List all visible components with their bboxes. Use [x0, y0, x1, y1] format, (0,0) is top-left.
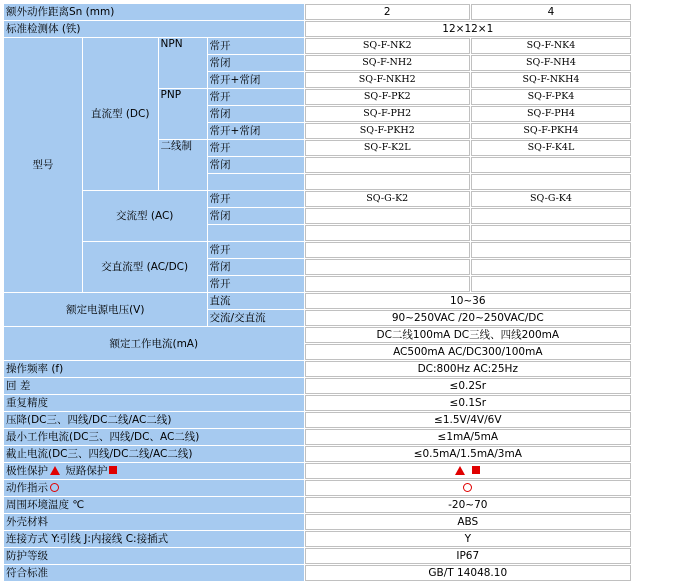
- row-ip: [4, 548, 631, 564]
- rep-label: 重复精度: [4, 395, 304, 411]
- row-hys: [4, 378, 631, 394]
- connection-label: 连接方式 Y:引线 J:内接线 C:接插式: [4, 531, 304, 547]
- target-label: 标准检测体 (铁): [4, 21, 304, 37]
- voltage-dc-value: 10~36: [305, 293, 631, 309]
- ac-nc-2: [305, 208, 470, 224]
- voltage-label: 额定电源电压(V): [4, 293, 207, 326]
- acdc-nonc-4: [471, 276, 631, 292]
- row-npn-no: [4, 38, 631, 54]
- two-blank-4: [471, 174, 631, 190]
- short-label: 短路保护: [65, 465, 108, 477]
- acdc-nonc-2: [305, 276, 470, 292]
- rep-value: ≤0.1Sr: [305, 395, 631, 411]
- two-nc-label: 常闭: [208, 157, 304, 173]
- two-blank-2: [305, 174, 470, 190]
- current-line-2: AC500mA AC/DC300/100mA: [305, 344, 631, 360]
- circle-icon: [463, 483, 472, 492]
- ac-blank-2: [305, 225, 470, 241]
- two-nc-4: [471, 157, 631, 173]
- pnp-nonc-2: SQ-F-PKH2: [305, 123, 470, 139]
- pnp-label: PNP: [159, 89, 207, 139]
- polarity-label: 极性保护: [6, 465, 48, 477]
- size-2: 2: [305, 4, 470, 20]
- ac-nc-label: 常闭: [208, 208, 304, 224]
- acdc-nc-label: 常闭: [208, 259, 304, 275]
- two-blank-label: [208, 174, 304, 190]
- pnp-nc-label: 常闭: [208, 106, 304, 122]
- pnp-no-4: SQ-F-PK4: [471, 89, 631, 105]
- hys-value: ≤0.2Sr: [305, 378, 631, 394]
- row-target: [4, 21, 631, 37]
- ac-blank-4: [471, 225, 631, 241]
- pnp-nc-4: SQ-F-PH4: [471, 106, 631, 122]
- row-indicator: [4, 480, 631, 496]
- temp-value: -20~70: [305, 497, 631, 513]
- acdc-nc-4: [471, 259, 631, 275]
- row-connection: [4, 531, 631, 547]
- row-drop: [4, 412, 631, 428]
- npn-label: NPN: [159, 38, 207, 88]
- connection-value: Y: [305, 531, 631, 547]
- npn-no-label: 常开: [208, 38, 304, 54]
- ac-blank-label: [208, 225, 304, 241]
- indicator-text: 动作指示: [6, 482, 48, 494]
- material-value: ABS: [305, 514, 631, 530]
- two-nc-2: [305, 157, 470, 173]
- square-icon: [109, 466, 117, 474]
- circle-icon: [50, 483, 59, 492]
- indicator-value: [305, 480, 631, 496]
- row-ac-no: [4, 191, 631, 207]
- protection-value: [305, 463, 631, 479]
- model-label: 型号: [4, 38, 82, 292]
- row-rep: [4, 395, 631, 411]
- row-standard: [4, 565, 631, 581]
- distance-label: 额外动作距离Sn (mm): [4, 4, 304, 20]
- two-wire-label: 二线制: [159, 140, 207, 190]
- voltage-dc-label: 直流: [208, 293, 304, 309]
- triangle-icon: [50, 466, 60, 475]
- indicator-label: [4, 480, 304, 496]
- triangle-icon: [455, 466, 465, 475]
- ip-label: 防护等级: [4, 548, 304, 564]
- ip-value: IP67: [305, 548, 631, 564]
- dc-label: 直流型 (DC): [83, 38, 158, 190]
- two-no-4: SQ-F-K4L: [471, 140, 631, 156]
- standard-value: GB/T 14048.10: [305, 565, 631, 581]
- cut-label: 截止电流(DC三、四线/DC二线/AC二线): [4, 446, 304, 462]
- row-min: [4, 429, 631, 445]
- ac-label: 交流型 (AC): [83, 191, 207, 241]
- row-protection: [4, 463, 631, 479]
- acdc-nc-2: [305, 259, 470, 275]
- row-current-1: [4, 327, 631, 343]
- voltage-ac-value: 90~250VAC /20~250VAC/DC: [305, 310, 631, 326]
- row-freq: [4, 361, 631, 377]
- pnp-no-2: SQ-F-PK2: [305, 89, 470, 105]
- hys-label: 回 差: [4, 378, 304, 394]
- ac-no-4: SQ-G-K4: [471, 191, 631, 207]
- acdc-nonc-label: 常开: [208, 276, 304, 292]
- row-temp: [4, 497, 631, 513]
- npn-nc-4: SQ-F-NH4: [471, 55, 631, 71]
- two-no-2: SQ-F-K2L: [305, 140, 470, 156]
- freq-value: DC:800Hz AC:25Hz: [305, 361, 631, 377]
- voltage-ac-label: 交流/交直流: [208, 310, 304, 326]
- min-value: ≤1mA/5mA: [305, 429, 631, 445]
- cut-value: ≤0.5mA/1.5mA/3mA: [305, 446, 631, 462]
- standard-label: 符合标准: [4, 565, 304, 581]
- npn-no-4: SQ-F-NK4: [471, 38, 631, 54]
- row-cut: [4, 446, 631, 462]
- npn-nc-label: 常闭: [208, 55, 304, 71]
- material-label: 外壳材料: [4, 514, 304, 530]
- npn-no-2: SQ-F-NK2: [305, 38, 470, 54]
- drop-value: ≤1.5V/4V/6V: [305, 412, 631, 428]
- row-material: [4, 514, 631, 530]
- pnp-no-label: 常开: [208, 89, 304, 105]
- current-label: 额定工作电流(mA): [4, 327, 304, 360]
- row-voltage-dc: [4, 293, 631, 309]
- temp-label: 周围环境温度 ℃: [4, 497, 304, 513]
- npn-nonc-2: SQ-F-NKH2: [305, 72, 470, 88]
- ac-no-2: SQ-G-K2: [305, 191, 470, 207]
- pnp-nonc-4: SQ-F-PKH4: [471, 123, 631, 139]
- ac-nc-4: [471, 208, 631, 224]
- row-acdc-no: [4, 242, 631, 258]
- pnp-nc-2: SQ-F-PH2: [305, 106, 470, 122]
- spec-table: [3, 3, 632, 582]
- npn-nonc-4: SQ-F-NKH4: [471, 72, 631, 88]
- acdc-no-label: 常开: [208, 242, 304, 258]
- size-4: 4: [471, 4, 631, 20]
- acdc-no-2: [305, 242, 470, 258]
- row-distance: [4, 4, 631, 20]
- acdc-label: 交直流型 (AC/DC): [83, 242, 207, 292]
- pnp-nonc-label: 常开+常闭: [208, 123, 304, 139]
- protection-label: [4, 463, 304, 479]
- square-icon: [472, 466, 480, 474]
- current-line-1: DC二线100mA DC三线、四线200mA: [305, 327, 631, 343]
- ac-no-label: 常开: [208, 191, 304, 207]
- two-no-label: 常开: [208, 140, 304, 156]
- min-label: 最小工作电流(DC三、四线/DC、AC二线): [4, 429, 304, 445]
- freq-label: 操作频率 (f): [4, 361, 304, 377]
- npn-nc-2: SQ-F-NH2: [305, 55, 470, 71]
- npn-nonc-label: 常开+常闭: [208, 72, 304, 88]
- acdc-no-4: [471, 242, 631, 258]
- drop-label: 压降(DC三、四线/DC二线/AC二线): [4, 412, 304, 428]
- target-value: 12×12×1: [305, 21, 631, 37]
